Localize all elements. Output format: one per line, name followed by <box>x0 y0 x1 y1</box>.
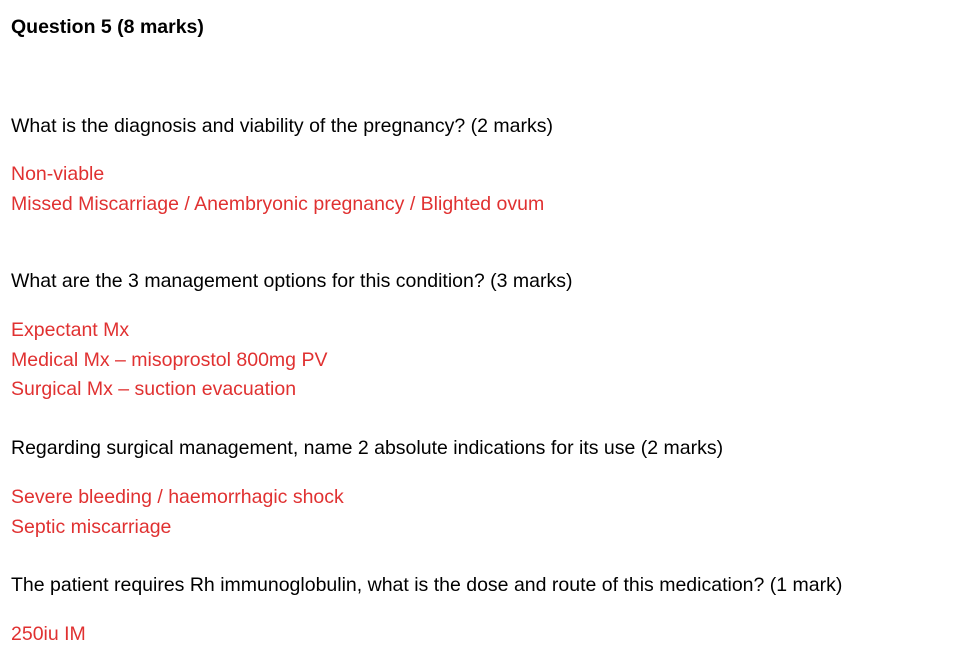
answer-2-line-1: Expectant Mx <box>11 319 130 341</box>
answer-1-line-1: Non-viable <box>11 163 105 185</box>
answer-4-line-1: 250iu IM <box>11 623 86 645</box>
answer-3-block <box>11 483 344 542</box>
answer-2-line-2: Medical Mx – misoprostol 800mg PV <box>11 348 328 371</box>
answer-2-line-3: Surgical Mx – suction evacuation <box>11 378 297 400</box>
question-2-text: What are the 3 management options for this condition? (3 marks) <box>11 270 573 292</box>
answer-3-line-2: Septic miscarriage <box>11 515 172 538</box>
answer-2-block <box>11 316 327 405</box>
question-4-text: The patient requires Rh immunoglobulin, what is the dose and route of this medication? (1 mark) <box>11 574 843 596</box>
question-title: Question 5 (8 marks) <box>11 16 204 38</box>
question-1-text: What is the diagnosis and viability of the pregnancy? (2 marks) <box>11 115 553 137</box>
answer-3-line-1: Severe bleeding / haemorrhagic shock <box>11 486 344 508</box>
answer-1-line-2: Missed Miscarriage / Anembryonic pregnancy / Blighted ovum <box>11 192 545 215</box>
answer-4-block <box>11 620 86 650</box>
answer-1-block <box>11 160 544 219</box>
question-3-text: Regarding surgical management, name 2 absolute indications for its use (2 marks) <box>11 437 724 459</box>
